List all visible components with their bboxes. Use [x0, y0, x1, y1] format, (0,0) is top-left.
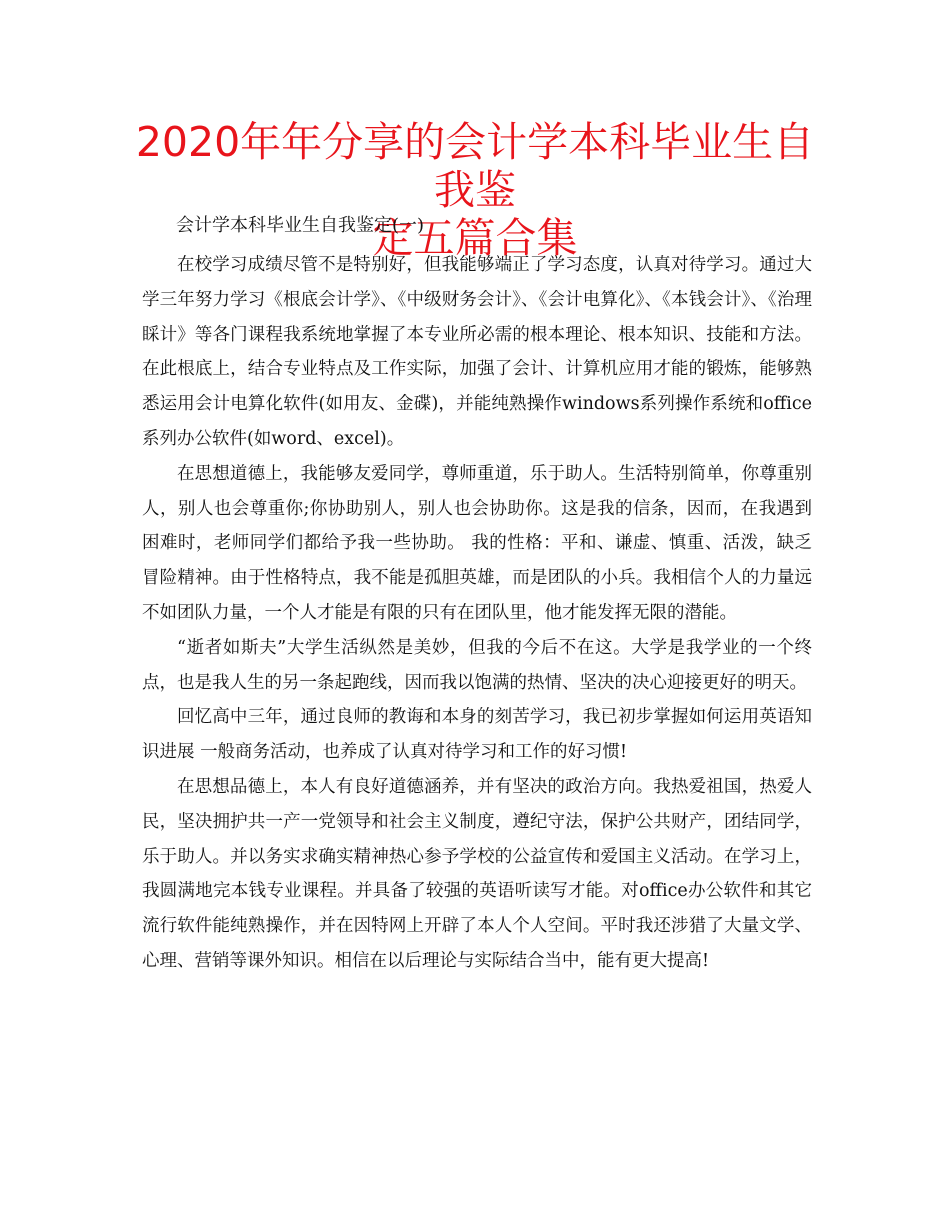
- title-line-1: 2020年年分享的会计学本科毕业生自我鉴: [135, 118, 815, 214]
- paragraph-2: 在思想道德上，我能够友爱同学，尊师重道，乐于助人。生活特别简单，你尊重别人，别人也会尊重你;你协助别人，别人也会协助你。这是我的信条，因而，在我遇到困难时，老师同学们都给予我一些协助。 我的性格：平和、谦虚、慎重、活泼，缺乏冒险精神。由于性格特点，我不能是孤胆英雄，而是团队的小兵。我相信个人的力量远不如团队力量，一个人才能是有限的只有在团队里，他才能发挥无限的潜能。: [142, 463, 812, 623]
- paragraph-5: 在思想品德上，本人有良好道德涵养，并有坚决的政治方向。我热爱祖国，热爱人民，坚决拥护共一产一党领导和社会主义制度，遵纪守法，保护公共财产，团结同学，乐于助人。并以务实求确实精神热心参予学校的公益宣传和爱国主义活动。在学习上，我圆满地完本钱专业课程。并具备了较强的英语听读写才能。对office办公软件和其它流行软件能纯熟操作，并在因特网上开辟了本人个人空间。平时我还涉猎了大量文学、心理、营销等课外知识。相信在以后理论与实际结合当中，能有更大提高!: [142, 776, 812, 971]
- document-title: [120, 118, 830, 262]
- paragraph-3: “逝者如斯夫”大学生活纵然是美妙，但我的今后不在这。大学是我学业的一个终点，也是我人生的另一条起跑线，因而我以饱满的热情、坚决的决心迎接更好的明天。: [142, 637, 812, 693]
- paragraph-1: 在校学习成绩尽管不是特别好，但我能够端正了学习态度，认真对待学习。通过大学三年努力学习《根底会计学》、《中级财务会计》、《会计电算化》、《本钱会计》、《治理睬计》等各门课程我系统地掌握了本专业所必需的根本理论、根本知识、技能和方法。在此根底上，结合专业特点及工作实际，加强了会计、计算机应用才能的锻炼，能够熟悉运用会计电算化软件(如用友、金碟)，并能纯熟操作windows系列操作系统和office系列办公软件(如word、excel)。: [142, 255, 812, 449]
- section-heading: 会计学本科毕业生自我鉴定(一): [176, 215, 425, 236]
- document-body: [142, 248, 812, 979]
- title-line-2: 定五篇合集: [372, 214, 578, 262]
- paragraph-4: 回忆高中三年，通过良师的教诲和本身的刻苦学习，我已初步掌握如何运用英语知识进展 一般商务活动，也养成了认真对待学习和工作的好习惯!: [142, 707, 812, 763]
